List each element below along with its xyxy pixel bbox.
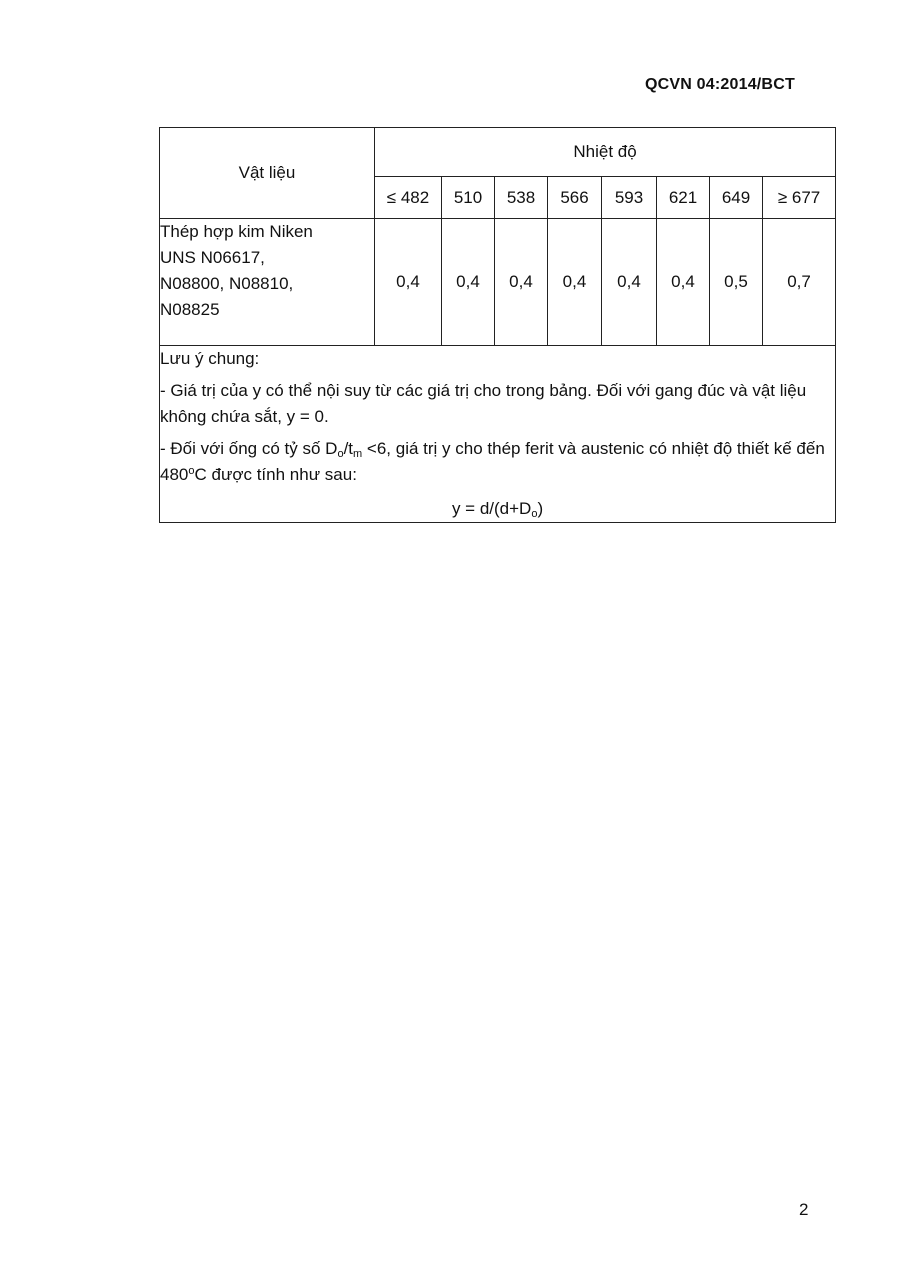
superscript: o [188, 465, 195, 477]
formula-text: ) [537, 499, 544, 518]
value-cell: 0,4 [442, 219, 495, 346]
note-text: C được tính như sau: [194, 465, 357, 484]
temperature-col: 593 [602, 177, 657, 219]
notes-title: Lưu ý chung: [160, 349, 260, 368]
material-line: UNS N06617, [160, 248, 265, 267]
material-line: Thép hợp kim Niken [160, 222, 313, 241]
table-row [160, 219, 836, 346]
value-cell: 0,5 [710, 219, 763, 346]
temperature-col: ≥ 677 [763, 177, 836, 219]
temperature-header: Nhiệt độ [375, 128, 836, 177]
temperature-col: 566 [548, 177, 602, 219]
note-interpolation: - Giá trị của y có thể nội suy từ các giá trị cho trong bảng. Đối với gang đúc và vật liệu không chứa sắt, y = 0. [160, 381, 807, 426]
formula [160, 496, 835, 522]
value-cell: 0,4 [657, 219, 710, 346]
value-cell: 0,4 [375, 219, 442, 346]
temperature-col: 621 [657, 177, 710, 219]
subscript: o [337, 448, 344, 460]
value-cell: 0,7 [763, 219, 836, 346]
note-ratio [160, 436, 835, 488]
note-text: - Đối với ống có tỷ số D [160, 439, 338, 458]
coefficient-table [159, 127, 836, 523]
note-text: /t [343, 439, 354, 458]
temperature-col: 538 [495, 177, 548, 219]
notes-row [160, 346, 836, 523]
document-code: QCVN 04:2014/BCT [645, 76, 795, 93]
page-number: 2 [799, 1200, 809, 1219]
general-notes [160, 346, 836, 523]
temperature-col: ≤ 482 [375, 177, 442, 219]
value-cell: 0,4 [548, 219, 602, 346]
temperature-col: 510 [442, 177, 495, 219]
subscript: m [353, 448, 363, 460]
value-cell: 0,4 [602, 219, 657, 346]
value-cell: 0,4 [495, 219, 548, 346]
subscript: o [531, 508, 538, 520]
material-line: N08825 [160, 300, 220, 319]
material-header: Vật liệu [160, 128, 375, 219]
material-cell [160, 219, 375, 346]
note-text: <6, giá trị y cho thép ferit và austenic có nhiệt độ thiết kế đến 480 [160, 439, 825, 484]
material-line: N08800, N08810, [160, 274, 294, 293]
header-row-1 [160, 128, 836, 177]
formula-text: y = d/(d+D [451, 499, 532, 518]
temperature-col: 649 [710, 177, 763, 219]
